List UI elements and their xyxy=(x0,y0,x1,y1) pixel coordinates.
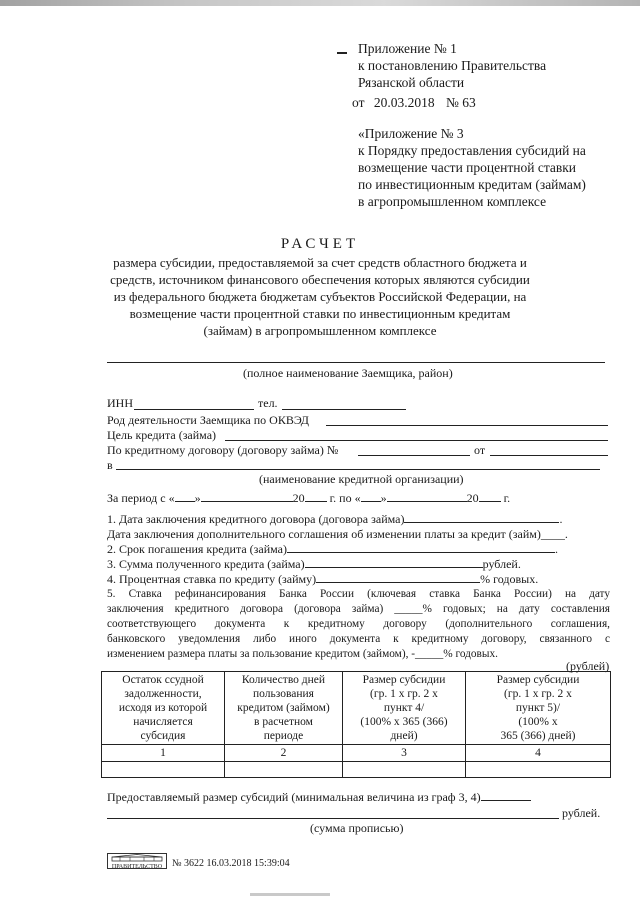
period-quote: » xyxy=(194,491,201,505)
okved-label: Род деятельности Заемщика по ОКВЭД xyxy=(107,413,309,427)
bank-caption: (наименование кредитной организации) xyxy=(259,472,464,486)
header-line: Приложение № 1 xyxy=(358,41,457,56)
item-4 xyxy=(107,572,538,587)
period-end-day[interactable] xyxy=(361,501,381,502)
header-text: (гр. 1 х гр. 2 х xyxy=(504,688,572,700)
table-header-cell xyxy=(225,672,343,745)
column-number: 2 xyxy=(225,745,343,762)
bank-name-field[interactable] xyxy=(116,469,600,470)
table-cell[interactable] xyxy=(343,762,466,778)
table-header-cell xyxy=(466,672,611,745)
item-5-line: заключения кредитного договора (договора займа) _____% годовых; на дату составления xyxy=(107,603,610,615)
item-2-label: 2. Срок погашения кредита (займа) xyxy=(107,542,287,556)
header-text: исходя из которой xyxy=(118,702,208,714)
header-line: к постановлению Правительства xyxy=(358,58,547,73)
item-1b: Дата заключения дополнительного соглашения об изменении платы за кредит (займ)____. xyxy=(107,527,568,541)
stamp-text: ПРАВИТЕЛЬСТВО xyxy=(111,864,163,869)
header-text: задолженности, xyxy=(124,688,202,700)
table-row xyxy=(102,762,611,778)
table-unit: (рублей) xyxy=(566,659,610,673)
header-text: пользования xyxy=(253,688,314,700)
period-start-year[interactable] xyxy=(305,501,327,502)
header-line: Рязанской области xyxy=(358,75,465,90)
item-5-line: банковского уведомления либо иного документа к кредитному договору, связанного с xyxy=(107,633,610,645)
period-end-month[interactable] xyxy=(387,501,467,502)
header-date-line xyxy=(352,94,586,111)
government-stamp-logo xyxy=(107,853,167,869)
header-text: Остаток ссудной xyxy=(122,674,204,686)
header-text: пункт 4/ xyxy=(383,702,425,714)
document-description xyxy=(0,254,640,339)
period-start-month[interactable] xyxy=(201,501,293,502)
provided-row xyxy=(107,790,531,805)
period-year-prefix: 20 xyxy=(292,491,305,505)
description-line: средств, источником финансового обеспечения которых являются субсидии xyxy=(110,272,530,287)
period-mid: г. по « xyxy=(329,491,361,505)
annex-line: к Порядку предоставления субсидий на xyxy=(358,143,586,158)
scan-edge-artifact xyxy=(0,0,640,6)
period-end-year[interactable] xyxy=(479,501,501,502)
item-2 xyxy=(107,542,558,557)
header-text: субсидия xyxy=(140,730,186,742)
provided-label: Предоставляемый размер субсидий (минимальная величина из граф 3, 4) xyxy=(107,790,481,804)
scan-edge-artifact xyxy=(250,893,330,896)
decree-date: 20.03.2018 xyxy=(373,95,435,110)
header-text: Количество дней xyxy=(241,674,326,686)
header-text: (гр. 1 х гр. 2 х xyxy=(370,688,438,700)
bank-in-label: в xyxy=(107,458,113,472)
item-1 xyxy=(107,512,562,527)
description-line: (займам) в агропромышленном комплексе xyxy=(203,323,437,338)
contract-number-field[interactable] xyxy=(358,455,470,456)
contract-label: По кредитному договору (договору займа) № xyxy=(107,443,339,457)
table-header-cell xyxy=(343,672,466,745)
tel-label: тел. xyxy=(258,396,278,410)
okved-field[interactable] xyxy=(326,425,608,426)
inn-label: ИНН xyxy=(107,396,133,410)
period-prefix: За период с « xyxy=(107,491,175,505)
annex-line: по инвестиционным кредитам (займам) xyxy=(358,177,586,192)
item-3 xyxy=(107,557,521,572)
annex-line: возмещение части процентной ставки xyxy=(358,160,577,175)
item-4-end: % годовых. xyxy=(480,572,539,586)
margin-mark xyxy=(337,52,347,54)
goal-field[interactable] xyxy=(225,440,608,441)
period-row xyxy=(107,491,510,506)
header-block xyxy=(352,40,586,210)
annex-line: в агропромышленном комплексе xyxy=(358,194,547,209)
document-title: РАСЧЕТ xyxy=(280,236,360,252)
borrower-caption: (полное наименование Заемщика, район) xyxy=(243,366,453,380)
header-text: (100% х xyxy=(518,716,558,728)
column-number: 1 xyxy=(102,745,225,762)
tel-field[interactable] xyxy=(282,409,406,410)
borrower-name-line[interactable] xyxy=(107,362,605,363)
table-header-cell xyxy=(102,672,225,745)
header-text: пункт 5)/ xyxy=(515,702,561,714)
period-year-suffix: г. xyxy=(503,491,511,505)
header-text: дней) xyxy=(390,730,418,742)
date-prefix: от xyxy=(352,95,365,110)
column-number: 4 xyxy=(466,745,611,762)
header-text: начисляется xyxy=(133,716,193,728)
header-text: (100% х 365 (366) xyxy=(360,716,448,728)
rubles-label: рублей. xyxy=(562,806,601,820)
loan-term-field[interactable] xyxy=(287,552,555,553)
item-4-label: 4. Процентная ставка по кредиту (займу) xyxy=(107,572,317,586)
amount-in-words-field[interactable] xyxy=(107,818,559,819)
header-text: в расчетном xyxy=(254,716,313,728)
table-cell[interactable] xyxy=(102,762,225,778)
table-header-row xyxy=(102,672,611,745)
header-text: 365 (366) дней) xyxy=(500,730,576,742)
interest-rate-field[interactable] xyxy=(316,582,480,583)
item-5-last-line: изменением размера платы за пользование кредитом (займом), -_____% годовых. xyxy=(107,648,498,660)
goal-label: Цель кредита (займа) xyxy=(107,428,217,442)
header-text: кредитом (займом) xyxy=(237,702,330,714)
annex-line: «Приложение № 3 xyxy=(358,126,464,141)
contract-date-field[interactable] xyxy=(490,455,608,456)
provided-amount-field[interactable] xyxy=(481,800,531,801)
decree-number: № 63 xyxy=(445,95,476,110)
item-1-end: . xyxy=(559,512,563,526)
item-5 xyxy=(107,587,610,662)
registration-stamp: № 3622 16.03.2018 15:39:04 xyxy=(172,858,290,869)
loan-amount-field[interactable] xyxy=(305,567,483,568)
header-text: Размер субсидии xyxy=(362,674,446,686)
loan-date-field[interactable] xyxy=(404,522,559,523)
header-text: Размер субсидии xyxy=(496,674,580,686)
item-3-end: рублей. xyxy=(482,557,521,571)
description-line: возмещение части процентной ставки по инвестиционным кредитам xyxy=(129,306,511,321)
item-2-end: . xyxy=(555,542,558,556)
table-cell[interactable] xyxy=(466,762,611,778)
item-5-line: соответствующего документа к кредитному договору (дополнительного соглашения, xyxy=(107,618,610,630)
subsidy-table xyxy=(101,671,611,778)
description-line: размера субсидии, предоставляемой за счет средств областного бюджета и xyxy=(113,255,527,270)
table-cell[interactable] xyxy=(225,762,343,778)
item-3-label: 3. Сумма полученного кредита (займа) xyxy=(107,557,305,571)
item-1-label: 1. Дата заключения кредитного договора (договора займа) xyxy=(107,512,405,526)
contract-from-label: от xyxy=(474,443,486,457)
amount-words-caption: (сумма прописью) xyxy=(310,821,404,835)
table-number-row xyxy=(102,745,611,762)
period-start-day[interactable] xyxy=(175,501,195,502)
inn-field[interactable] xyxy=(134,409,254,410)
header-text: периоде xyxy=(263,730,304,742)
period-year-prefix: 20 xyxy=(466,491,479,505)
building-icon xyxy=(108,854,166,862)
description-line: из федерального бюджета бюджетам субъектов Российской Федерации, на xyxy=(113,289,527,304)
period-quote: » xyxy=(380,491,387,505)
column-number: 3 xyxy=(343,745,466,762)
item-5-line: 5. Ставка рефинансирования Банка России (ключевая ставка Банка России) на дату xyxy=(107,588,610,600)
